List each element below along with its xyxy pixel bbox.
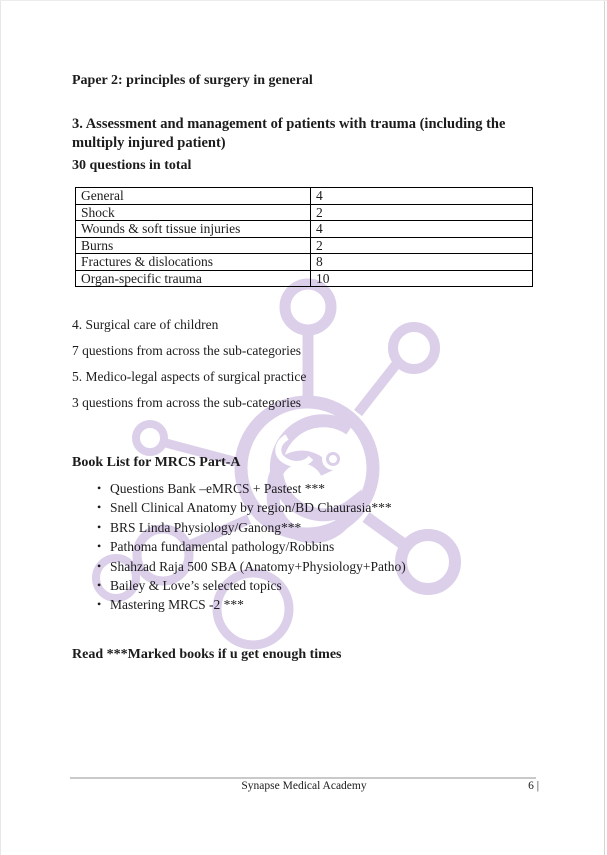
section4-heading: 4. Surgical care of children (72, 317, 219, 332)
list-item (72, 557, 542, 576)
section5-note: 3 questions from across the sub-categories (72, 395, 302, 410)
bullet-icon: • (97, 597, 102, 612)
section3-question-count: 30 questions in total (72, 158, 192, 173)
list-item (72, 595, 542, 614)
list-item (72, 537, 542, 556)
category-cell: Burns (76, 237, 311, 254)
book-title: Shahzad Raja 500 SBA (Anatomy+Physiology+Patho) (110, 558, 406, 574)
table-row (76, 237, 533, 254)
book-title: Bailey & Love’s selected topics (110, 578, 282, 594)
section4-note: 7 questions from across the sub-categories (72, 343, 302, 358)
book-list-heading: Book List for MRCS Part-A (72, 455, 241, 470)
list-item (72, 576, 542, 595)
book-title: Pathoma fundamental pathology/Robbins (110, 539, 335, 555)
section3-heading: 3. Assessment and management of patients with trauma (including the multiply injured patient) (72, 116, 506, 151)
bullet-icon: • (97, 539, 102, 554)
category-cell: Wounds & soft tissue injuries (76, 221, 311, 238)
book-title: Snell Clinical Anatomy by region/BD Chaurasia*** (110, 500, 392, 516)
category-cell: General (76, 188, 311, 205)
bullet-icon: • (97, 519, 102, 534)
category-cell: Shock (76, 204, 311, 221)
count-cell: 10 (311, 270, 533, 287)
footer-divider (70, 777, 536, 779)
footer-academy-name: Synapse Medical Academy (241, 780, 367, 792)
book-title: BRS Linda Physiology/Ganong*** (110, 519, 302, 535)
count-cell: 8 (311, 254, 533, 271)
read-note: Read ***Marked books if u get enough times (72, 647, 342, 662)
book-title: Questions Bank –eMRCS + Pastest *** (110, 481, 325, 496)
book-title: Mastering MRCS -2 *** (110, 597, 244, 613)
table-row (76, 204, 533, 221)
list-item (72, 479, 542, 498)
table-row (76, 254, 533, 271)
count-cell: 4 (311, 221, 533, 238)
list-item (72, 498, 542, 517)
count-cell: 2 (311, 204, 533, 221)
bullet-icon: • (97, 481, 102, 495)
table-row (76, 188, 533, 205)
count-cell: 2 (311, 237, 533, 254)
book-list (72, 479, 542, 615)
table-row (76, 270, 533, 287)
category-cell: Fractures & dislocations (76, 254, 311, 271)
bullet-icon: • (97, 558, 102, 573)
page-number: 6 | (528, 780, 539, 792)
list-item (72, 518, 542, 537)
bullet-icon: • (97, 578, 102, 593)
page-title: Paper 2: principles of surgery in general (72, 73, 313, 88)
bullet-icon: • (97, 500, 102, 515)
section5-heading: 5. Medico-legal aspects of surgical practice (72, 369, 307, 384)
table-row (76, 221, 533, 238)
category-cell: Organ-specific trauma (76, 270, 311, 287)
count-cell: 4 (311, 188, 533, 205)
question-distribution-table (75, 187, 533, 287)
